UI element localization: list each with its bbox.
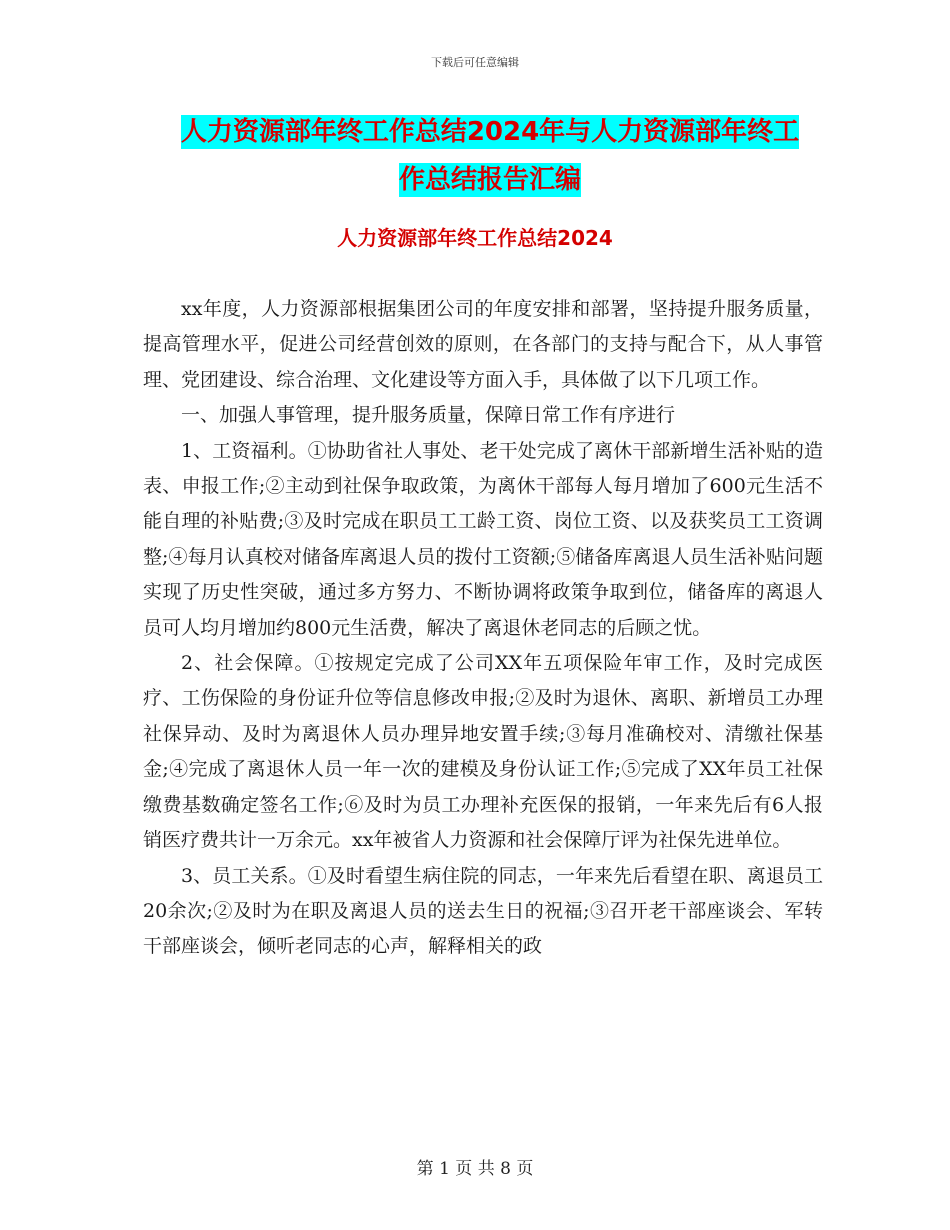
header-note: 下载后可任意编辑 <box>431 56 519 69</box>
paragraph-intro: xx年度，人力资源部根据集团公司的年度安排和部署，坚持提升服务质量，提高管理水平，促进公司经营创效的原则，在各部门的支持与配合下，从人事管理、党团建设、综合治理、文化建设等方面入手，具体做了以下几项工作。 <box>143 298 823 391</box>
paragraph-social-security: 2、社会保障。①按规定完成了公司XX年五项保险年审工作，及时完成医疗、工伤保险的身份证升位等信息修改申报;②及时为退休、离职、新增员工办理社保异动、及时为离退休人员办理异地安置手续;③每月准确校对、清缴社保基金;④完成了离退休人员一年一次的建模及身份认证工作;⑤完成了XX年员工社保缴费基数确定签名工作;⑥及时为员工办理补充医保的报销，一年来先后有6人报销医疗费共计一万余元。xx年被省人力资源和社会保障厅评为社保先进单位。 <box>143 652 823 852</box>
paragraph-salary: 1、工资福利。①协助省社人事处、老干处完成了离休干部新增生活补贴的造表、申报工作;②主动到社保争取政策，为离休干部每人每月增加了600元生活不能自理的补贴费;③及时完成在职员工工龄工资、岗位工资、以及获奖员工工资调整;④每月认真校对储备库离退人员的拨付工资额;⑤储备库离退人员生活补贴问题实现了历史性突破，通过多方努力、不断协调将政策争取到位，储备库的离退人员可人均月增加约800元生活费，解决了离退休老同志的后顾之忧。 <box>143 439 823 639</box>
body-text <box>143 292 823 965</box>
paragraph-heading-1: 一、加强人事管理，提升服务质量，保障日常工作有序进行 <box>181 404 676 427</box>
title-line-2: 作总结报告汇编 <box>398 165 581 195</box>
page-number: 第 1 页 共 8 页 <box>416 1159 534 1179</box>
title-line-1: 人力资源部年终工作总结2024年与人力资源部年终工 <box>180 117 800 147</box>
section-title: 人力资源部年终工作总结2024 <box>337 226 613 250</box>
paragraph-employee-relations: 3、员工关系。①及时看望生病住院的同志，一年来先后看望在职、离退员工20余次;②及时为在职及离退人员的送去生日的祝福;③召开老干部座谈会、军转干部座谈会，倾听老同志的心声，解释相关的政 <box>143 864 823 958</box>
document-title <box>160 108 820 204</box>
